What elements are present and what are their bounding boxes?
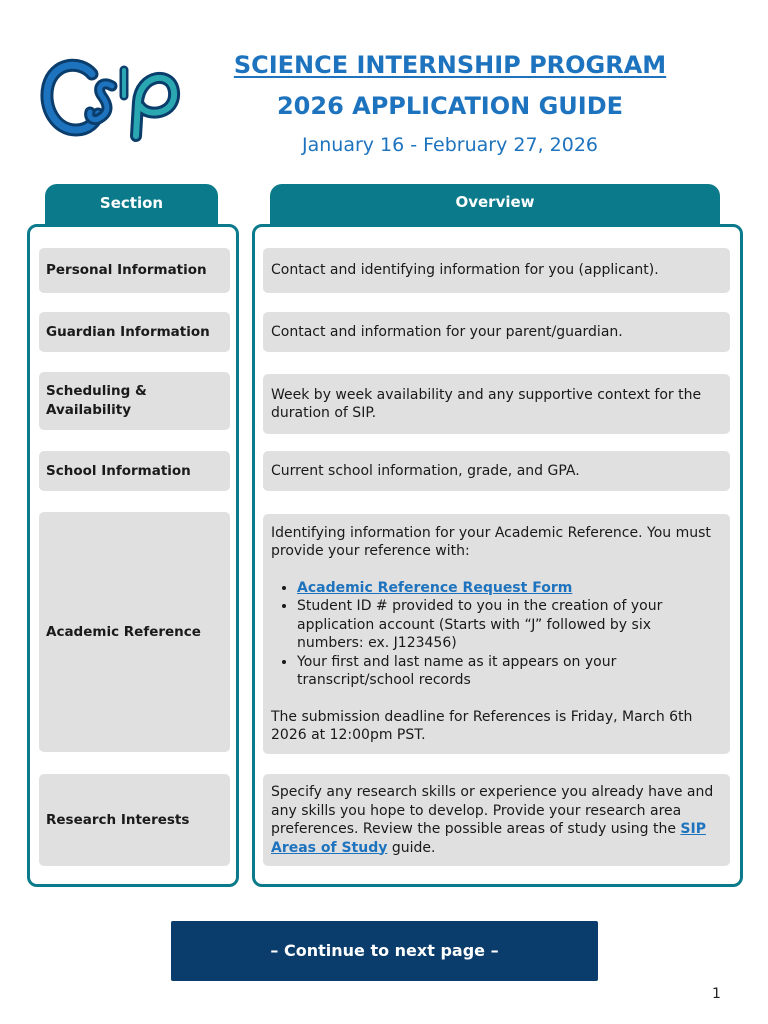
list-item	[297, 579, 722, 598]
academic-reference-form-link[interactable]: Academic Reference Request Form	[297, 579, 573, 596]
overview-research-interests	[263, 774, 730, 866]
page-title-line1: SCIENCE INTERNSHIP PROGRAM	[233, 51, 667, 79]
cslp-logo-icon	[40, 52, 185, 144]
overview-school-information	[263, 451, 730, 491]
overview-guardian-information	[263, 312, 730, 352]
academic-reference-intro: Identifying information for your Academic Reference. You must provide your reference with:	[271, 524, 711, 559]
overview-personal-information	[263, 248, 730, 293]
continue-next-page-button[interactable]: – Continue to next page –	[171, 921, 598, 981]
cslp-logo	[40, 52, 185, 144]
list-item: • Your first and last name as it appears on your transcript/school records	[297, 653, 722, 690]
overview-text	[271, 783, 722, 857]
section-school-information: School Information	[39, 451, 230, 491]
overview-academic-reference	[263, 514, 730, 754]
page-number: 1	[712, 986, 721, 1002]
section-academic-reference: Academic Reference	[39, 512, 230, 752]
sip-areas-of-study-link[interactable]: SIP Areas of Study	[271, 821, 706, 856]
section-column-header: Section	[45, 184, 218, 226]
research-text-pre: Specify any research skills or experience you already have and any skills you hope to develop. Provide your research area preferences. Review the possible areas of study using the	[271, 784, 714, 837]
overview-text: Week by week availability and any supportive context for the duration of SIP.	[271, 386, 702, 421]
section-guardian-information: Guardian Information	[39, 312, 230, 352]
program-dates: January 16 - February 27, 2026	[301, 134, 599, 156]
academic-reference-requirements	[297, 579, 722, 690]
reference-deadline: The submission deadline for References is Friday, March 6th 2026 at 12:00pm PST.	[271, 708, 693, 743]
overview-text: Current school information, grade, and GPA.	[271, 462, 580, 479]
page-title-line2: 2026 APPLICATION GUIDE	[276, 92, 624, 120]
overview-scheduling-availability	[263, 374, 730, 434]
section-scheduling-availability: Scheduling & Availability	[39, 372, 230, 430]
overview-text: Contact and information for your parent/guardian.	[271, 323, 623, 340]
list-item: • Student ID # provided to you in the creation of your application account (Starts with “J” followed by six numbers: ex. J123456)	[297, 597, 722, 653]
research-text-post: guide.	[387, 839, 436, 856]
overview-text: Contact and identifying information for you (applicant).	[271, 262, 659, 279]
section-research-interests: Research Interests	[39, 774, 230, 866]
overview-column-header: Overview	[270, 184, 720, 226]
section-personal-information: Personal Information	[39, 248, 230, 293]
